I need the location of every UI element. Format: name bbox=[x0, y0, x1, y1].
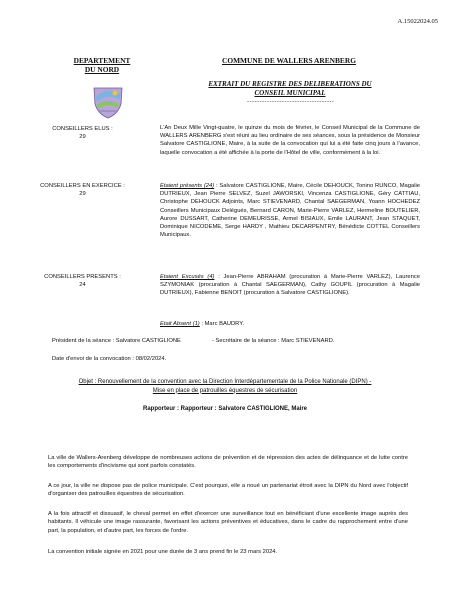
session-introduction: L'An Deux Mille Vingt-quatre, le quinze du mois de février, le Conseil Municipal de la Commune de WALLERS ARENBERG s'est réuni au lieu ordinaire de ses séances, sous la présidence de Monsieur Salvatore CASTIGLIONE, Maire, à la suite de la convocation qui lui a été faite cinq jours à l'avance, laquelle convocation a été affichée à la porte de l'Hôtel de ville, conformément à la loi. bbox=[160, 125, 420, 156]
serving-count: 29 bbox=[79, 191, 86, 197]
elected-count: 29 bbox=[79, 134, 86, 140]
absent-title: Etait Absent (1) bbox=[160, 321, 200, 327]
elected-councillors-label bbox=[20, 125, 145, 141]
serving-label-text: CONSEILLERS EN EXERCICE : bbox=[40, 183, 125, 189]
department-line: DEPARTEMENT bbox=[73, 56, 131, 65]
absent-members bbox=[160, 320, 420, 328]
session-president: Président de la séance : Salvatore CASTIGLIONE bbox=[52, 338, 181, 344]
present-list: : Salvatore CASTIGLIONE, Maire, Cécile DEHOUCK, Tonino RUNCO, Magalie DUTRIEUX, Jean Pierre SELVEZ, Suzel JAWORSKI, Vincenza CASTIGLIONE, Géry CATTIAU, Christophe DEHOUCK Adjoints, Marc STIEVENARD, Chantal SAEGERMAN, Yoann HOCHEDEZ Conseillers Municipaux Delégués, Bernard CARON, Marie-Pierre VARLEZ, Hermeline BOUTELIER, Aurore DUSSART, Catherine DEMEURISSE, Armel BISIAUX, Emile LAURANT, Jean STAQUET, Dominique NICODEME, Serge HARDY , Mathieu DECARPENTRY, Bénédicte COTTEL Conseillers Municipaux. bbox=[160, 183, 420, 239]
paragraph: A la fois attractif et dissuasif, le cheval permet en effet d'exercer une surveillance tout en bénéficiant d'une excellente image auprès des habitants. Il véhicule une image rassurante, favorisant les actions préventives et éducatives, dans le cadre du rapprochement entre d'une part, la population, et d'autre part, les forces de l'ordre. bbox=[48, 511, 408, 534]
document-reference: A.15022024.05 bbox=[397, 18, 438, 25]
subject-line: Objet : Renouvellement de la convention avec la Direction Interdépartementale de la Police Nationale (DIPN) - bbox=[78, 379, 372, 385]
excused-list: : Jean-Pierre ABRAHAM (procuration à Marie-Pierre VARLEZ), Laurence SZYMONIAK (procuration à Chantal SAEGERMAN), Cathy GOUPIL (procuration à Magalie DUTRIEUX), Fabienne BENOIT (procuration à Salvatore CASTIGLIONE). bbox=[160, 274, 421, 297]
extract-title-line: EXTRAIT DU REGISTRE DES DELIBERATIONS DU bbox=[208, 80, 372, 88]
excused-title: Etaient Excusés (4) bbox=[160, 274, 215, 280]
separator-dashes: ----------------------------------- bbox=[247, 99, 335, 105]
serving-councillors-label bbox=[20, 182, 145, 198]
paragraph: A ce jour, la ville ne dispose pas de police municipale. C'est pourquoi, elle a noué un partenariat étroit avec la DIPN du Nord avec l'objectif d'organiser des patrouilles équestres de sécurisation. bbox=[48, 483, 408, 498]
department-name: DU NORD bbox=[84, 65, 120, 74]
paragraph: La convention initiale signée en 2021 pour une durée de 3 ans prend fin le 23 mars 2024. bbox=[48, 549, 278, 555]
rapporteur: Rapporteur : Rapporteur : Salvatore CASTIGLIONE, Maire bbox=[142, 406, 308, 412]
subject-subline: Mise en place de patrouilles équestres de sécurisation bbox=[152, 387, 298, 394]
elected-label-text: CONSEILLERS ELUS : bbox=[52, 126, 113, 132]
present-count: 24 bbox=[79, 282, 86, 288]
paragraph: La ville de Wallers-Arenberg développe de nombreuses actions de prévention et de répression des actes de délinquance et de lutte contre les comportements d'incivisme qui sont parfois constatés. bbox=[48, 455, 408, 470]
registry-extract-title bbox=[190, 80, 390, 98]
present-label-text: CONSEILLERS PRESENTS : bbox=[44, 274, 121, 280]
convocation-date: Date d'envoi de la convocation : 08/02/2024. bbox=[52, 356, 167, 362]
commune-heading: COMMUNE DE WALLERS ARENBERG bbox=[222, 56, 356, 65]
department-heading bbox=[62, 56, 142, 74]
present-members bbox=[160, 182, 420, 239]
extract-title-subline: CONSEIL MUNICIPAL bbox=[254, 89, 326, 97]
absent-list: : Marc BAUDRY. bbox=[199, 321, 244, 327]
city-coat-of-arms-icon bbox=[88, 84, 128, 120]
present-title: Etaient présents (24) bbox=[160, 183, 215, 189]
session-secretary: - Secrétaire de la séance : Marc STIEVENARD. bbox=[212, 338, 335, 344]
present-councillors-label bbox=[20, 273, 145, 289]
subject-block bbox=[20, 378, 430, 395]
excused-members bbox=[160, 273, 420, 298]
